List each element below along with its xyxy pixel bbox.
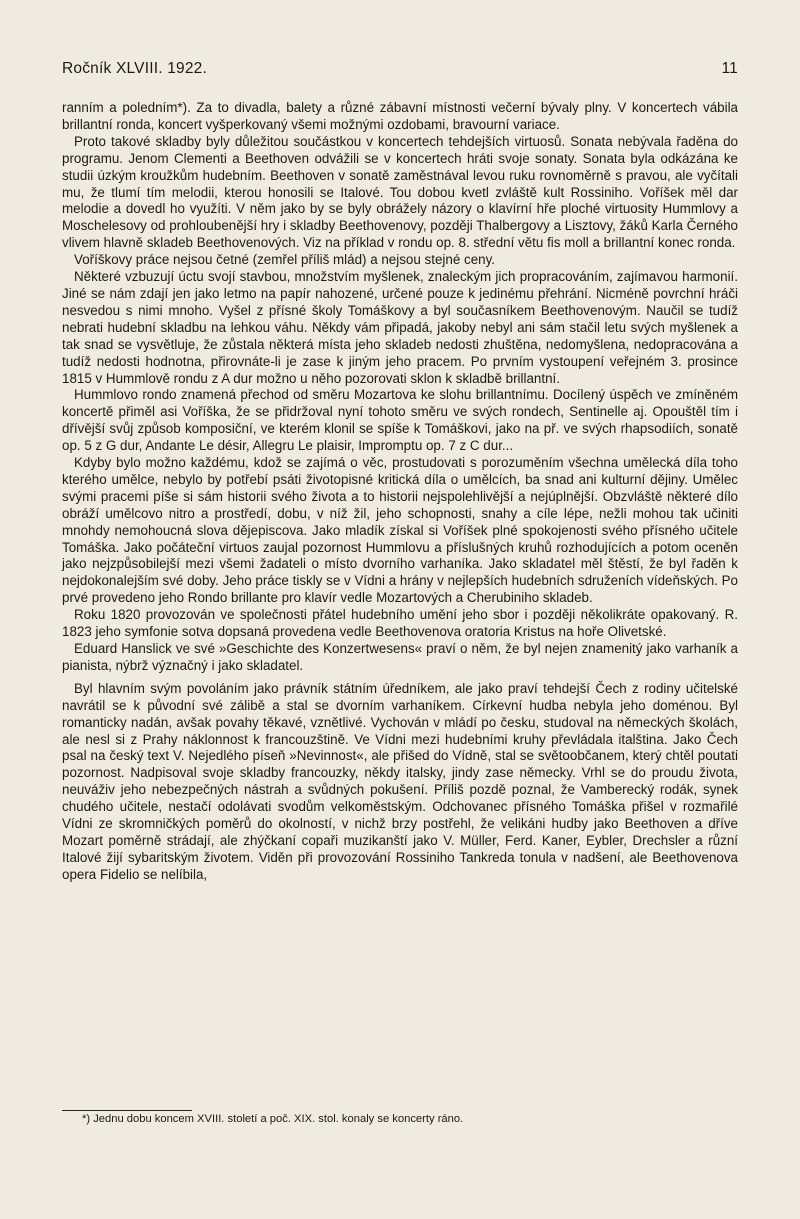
paragraph: Některé vzbuzují úctu svojí stavbou, množstvím myšlenek, znaleckým jich propracováním, zajímavou harmonií. Jiné se nám zdají jen jako letmo na papír nahozené, určené pouze k jedinému přehrání. Nicméně povrchní hráči nesvedou s nimi mnoho. Vyšel z přísné školy Tomáškovy a byl současníkem Beethovenovým. Naučil se tudíž nebrati hudební skladbu na lehkou váhu. Někdy vám připadá, jakoby nebyl ani sám stačil letu svých myšlenek a tak snad se vysvětluje, že zůstala některá místa jeho skladeb nedosti zhuštěna, nedomyšlena, nedopracována a tudíž nedosti hodnotna, přirovnáte-li je zase k jiným jeho pracem. Po prvním vystoupení veřejném 3. prosince 1815 v Hummlově rondu z A dur možno u něho pozorovati sklon k skladbě brillantní. <box>62 269 738 386</box>
page-number: 11 <box>721 60 738 77</box>
body-text <box>62 100 738 884</box>
paragraph: Hummlovo rondo znamená přechod od směru Mozartova ke slohu brillantnímu. Docílený úspěch ve zmíněném koncertě přiměl asi Voříška, že se přidržoval nyní tohoto směru ve svých rondech, Sentinelle aj. Opouštěl tím i dřívější svůj způsob komposiční, ve kterém klonil se spíše k Tomáškovi, jako na př. ve svých rhapsodiích, sonatě op. 5 z G dur, Andante Le désir, Allegru Le plaisir, Impromptu op. 7 z C dur... <box>62 387 738 454</box>
paragraph: Voříškovy práce nejsou četné (zemřel příliš mlád) a nejsou stejné ceny. <box>74 252 496 268</box>
footnote-rule <box>62 1110 192 1111</box>
paragraph: Kdyby bylo možno každému, kdož se zajímá o věc, prostudovati s porozuměním všechna umělecká díla toho kterého umělce, nebylo by potřebí psáti životopisné kritická díla o umělcích, ba snad ani kulturní dějiny. Umělec svými pracemi píše si sám historii svého života a to historii nejspolehlivější a nejúplnější. Obzvláště některé dílo obráží umělcovo nitro a prostředí, dobu, v níž žil, jeho schopnosti, snahy a cíle lépe, nežli mohou tak učiniti mnohdy nemohoucná slova dějepiscova. Jako mladík získal si Voříšek plné spokojenosti svého přísného učitele Tomáška. Jako počáteční virtuos zaujal pozornost Hummlovu a příslušných kruhů rozhodujících a potom oceněn jako nejzpůsobilejší mezi všemi žadateli o místo dvorního varhaníka. Jako skladatel měl štěstí, že byl řaděn k nejdokonalejším své doby. Jeho práce tiskly se v Vídni a hrány v nejlepších hudebních sdruženích vídeňských. Po prvé provedeno jeho Rondo brillante pro klavír vedle Mozartových a Cherubiniho skladeb. <box>62 455 738 606</box>
paragraph: Proto takové skladby byly důležitou součástkou v koncertech tehdejších virtuosů. Sonata nebývala řaděna do programu. Jenom Clementi a Beethoven odvážili se v koncertech hráti svoje sonaty. Sonata byla odkázána ke studii úzkým kroužkům hudebním. Beethoven v sonatě zaměstnával levou ruku rovnoměrně s pravou, ale vyčítali mu, že tlumí tím melodii, kterou honosili se Italové. Tou dobou kvetl zvláště kult Rossiniho. Voříšek měl dar melodie a dovedl ho využíti. V něm jako by se byly obrážely názory o klavírní hře ploché virtuosity Hummlovy a Moschelesovy od prohloubenější hry i skladby Beethovenovy, později Thalbergovy a Lisztovy, žáků Karla Černého vlivem hlavně skladeb Beethovenových. Viz na příklad v rondu op. 8. střední větu fis moll a brillantní konec ronda. <box>62 133 738 251</box>
footnote: *) Jednu dobu koncem XVIII. století a poč. XIX. stol. konaly se koncerty ráno. <box>82 1113 464 1125</box>
paragraph: Roku 1820 provozován ve společnosti přátel hudebního umění jeho sbor i později několikráte opakovaný. R. 1823 jeho symfonie sotva dopsaná provedena vedle Beethovenova oratoria Kristus na hoře Olivetské. <box>62 607 738 640</box>
paragraph: Byl hlavním svým povoláním jako právník státním úředníkem, ale jako praví tehdejší Čech z rodiny učitelské navrátil se k původní své zálibě a stal se dvorním varhaníkem. Církevní hudba nebyla jeho doménou. Byl romanticky nadán, avšak povahy těkavé, vznětlivé. Vychován v mládí po česku, studoval na německých školách, ale nesl si z Prahy náklonnost k francouzštině. Ve Vídni mezi hudebními kruhy převládala italština. Jako Čech psal na český text V. Nejedlého píseň »Nevinnost«, ale přišed do Vídně, stal se světoobčanem, který chtěl poutati pozornost. Nadpisoval svoje skladby francouzky, někdy italsky, jindy zase německy. Vrhl se do proudu života, neuváživ jeho nebezpečných nástrah a svůdných pokušení. Příliš pozdě poznal, že Vamberecký rodák, synek chudého učitele, nestačí odolávati svodům velkoměstským. Odchovanec přísného Tomáška přišel v rozmařilé Vídni ze skromničkých poměrů do okolností, v nichž brzy postřehl, že velikáni hudby jako Beethoven a dříve Mozart poměrně strádají, ale zhýčkaní copaři muzikanští jako V. Müller, Ferd. Kaner, Eybler, Drechsler a různí Italové žijí sybaritským životem. Viděn při provozování Rossiniho Tankreda tonula v nadšení, ale Beethovenova opera Fidelio se nelíbila, <box>62 680 738 882</box>
paragraph: Eduard Hanslick ve své »Geschichte des Konzertwesens« praví o něm, že byl nejen znamenitý jako varhaník a pianista, nýbrž význačný i jako skladatel. <box>62 641 738 673</box>
running-head-title: Ročník XLVIII. 1922. <box>62 60 208 77</box>
paragraph: ranním a poledním*). Za to divadla, balety a různé zábavní místnosti večerní bývaly plny. V koncertech vábila brillantní ronda, koncert vyšperkovaný všemi možnými ozdobami, bravourní variace. <box>62 100 738 132</box>
running-header <box>62 60 738 78</box>
